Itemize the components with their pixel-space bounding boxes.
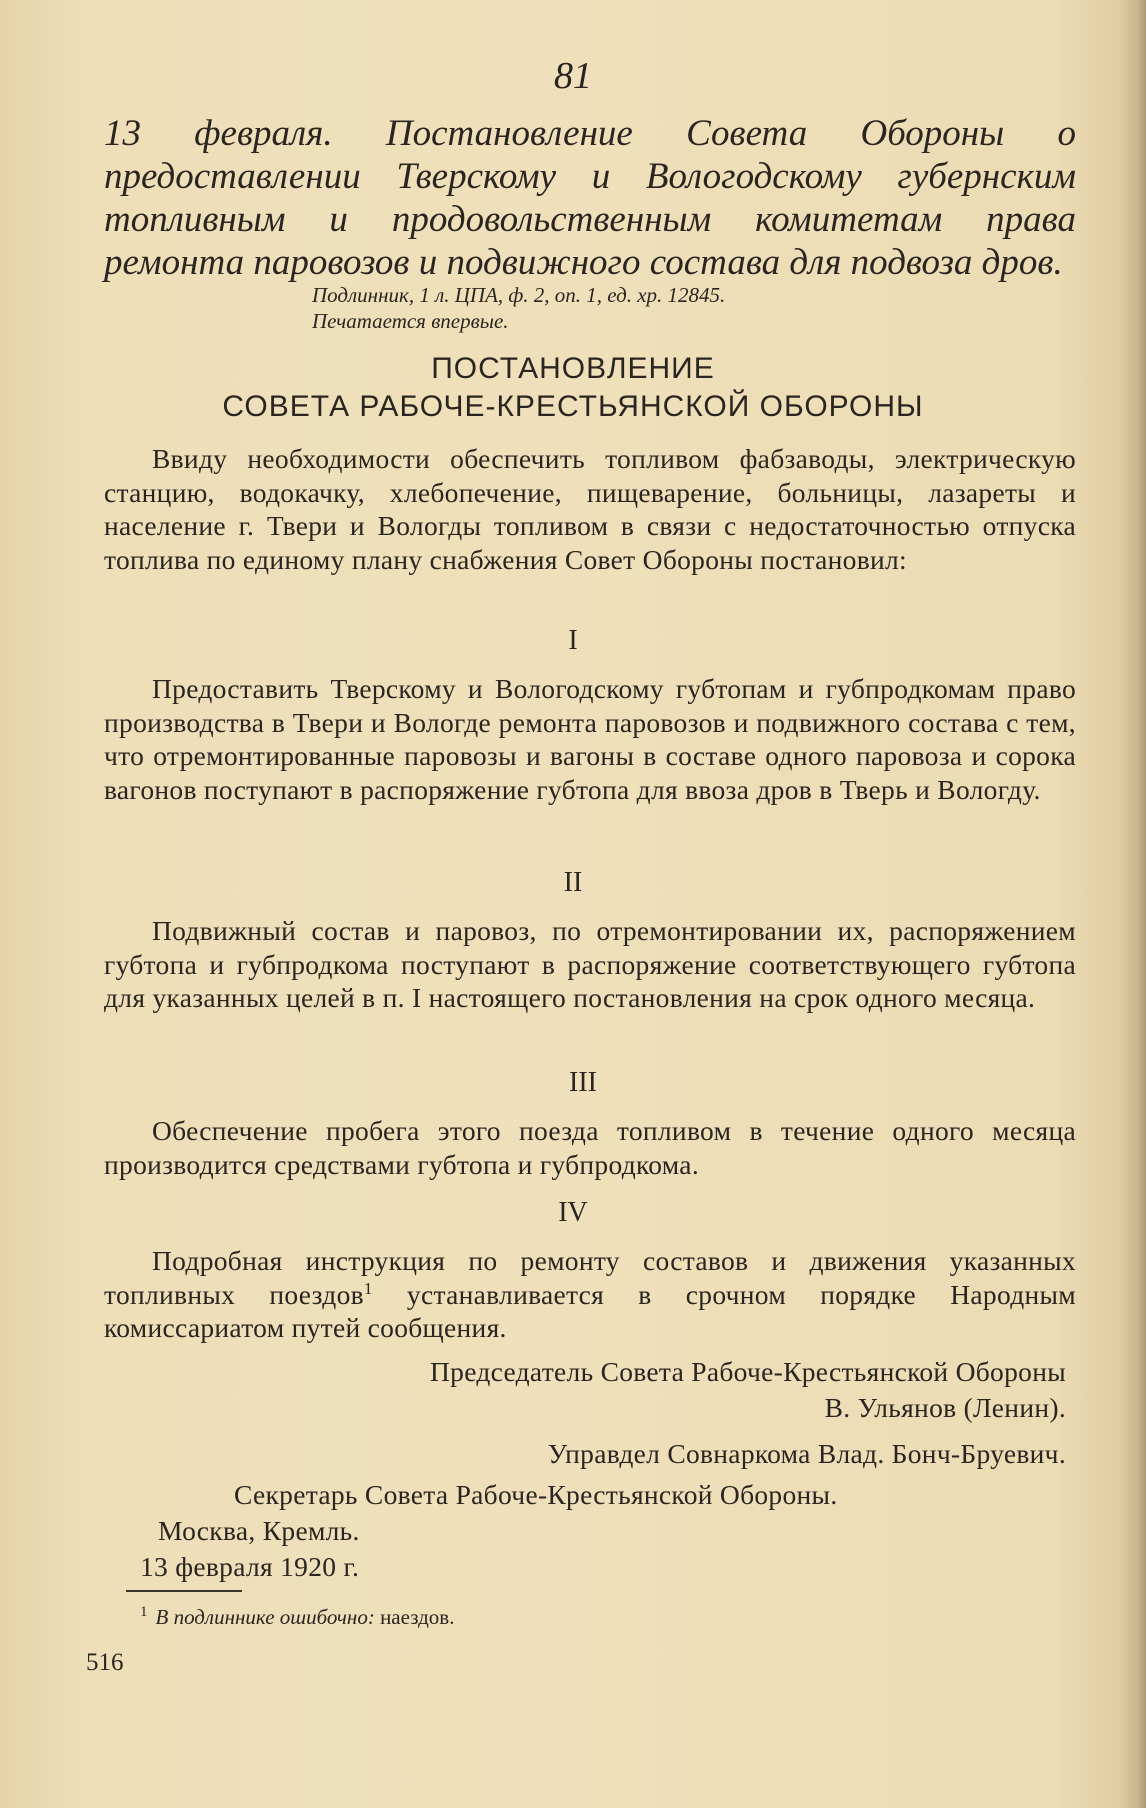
title-line-1: ПОСТАНОВЛЕНИЕ <box>431 352 715 385</box>
date-line: 13 февраля 1920 г. <box>140 1551 360 1582</box>
title-line-2: СОВЕТА РАБОЧЕ-КРЕСТЬЯНСКОЙ ОБОРОНЫ <box>222 390 924 423</box>
section-4-text-start: Подробная инструкция по ремонту составов и движения указанных топливных поездов <box>104 1245 1076 1310</box>
document-number: 81 <box>554 55 592 97</box>
section-numeral-2: II <box>563 867 583 898</box>
section-4-text-end: устанавливается в срочном порядке Народным комиссариатом путей сообщения. <box>104 1278 1076 1343</box>
page-number: 516 <box>86 1649 124 1676</box>
footnote <box>140 1598 454 1631</box>
section-numeral-3: III <box>569 1067 597 1098</box>
section-numeral-1: I <box>568 625 578 656</box>
signature-secretary: Секретарь Совета Рабоче-Крестьянской Обороны. <box>234 1479 838 1510</box>
section-paragraph-4 <box>104 1244 1076 1345</box>
source-line-archive: Подлинник, 1 л. ЦПА, ф. 2, оп. 1, ед. хр. 12845. <box>312 283 726 307</box>
footnote-divider <box>126 1590 242 1592</box>
signature-chair-name: В. Ульянов (Ленин). <box>824 1392 1066 1423</box>
signature-upravdel: Управдел Совнаркома Влад. Бонч-Бруевич. <box>547 1438 1066 1469</box>
footnote-mark: 1 <box>140 1604 148 1620</box>
place-line: Москва, Кремль. <box>158 1515 360 1546</box>
page-edge-shadow <box>1118 0 1146 1808</box>
section-paragraph-3: Обеспечение пробега этого поезда топливом в течение одного месяца производится средствами губтопа и губпродкома. <box>104 1115 1076 1180</box>
source-note <box>312 282 1032 334</box>
footnote-text: наездов. <box>374 1605 455 1629</box>
signature-chair-role: Председатель Совета Рабоче-Крестьянской Обороны <box>430 1356 1066 1387</box>
source-line-publication: Печатается впервые. <box>312 309 509 333</box>
footnote-reference: 1 <box>363 1278 373 1298</box>
footnote-lead: В подлиннике ошибочно: <box>155 1605 375 1629</box>
intro-paragraph: Ввиду необходимости обеспечить топливом фабзаводы, электрическую станцию, водокачку, хлебопечение, пищеварение, больницы, лазареты и население г. Твери и Вологды топливом в связи с недостаточностью отпуска топлива по единому плану снабжения Совет Обороны постановил: <box>104 443 1076 575</box>
document-heading: 13 февраля. Постановление Совета Обороны о предоставлении Тверскому и Вологодскому губернским топливным и продовольственным комитетам права ремонта паровозов и подвижного состава для подвоза дров. <box>104 113 1076 283</box>
section-numeral-4: IV <box>558 1197 588 1228</box>
section-paragraph-2: Подвижный состав и паровоз, по отремонтировании их, распоряжением губтопа и губпродкома поступают в распоряжение соответствующего губтопа для указанных целей в п. I настоящего постановления на срок одного месяца. <box>104 915 1076 1013</box>
resolution-title <box>0 350 1146 426</box>
section-paragraph-1: Предоставить Тверскому и Вологодскому губтопам и губпродкомам право производства в Твери и Вологде ремонта паровозов и подвижного состава с тем, что отремонтированные паровозы и вагоны в составе одного паровоза и сорока вагонов поступают в распоряжение губтопа для ввоза дров в Тверь и Вологду. <box>104 673 1076 805</box>
